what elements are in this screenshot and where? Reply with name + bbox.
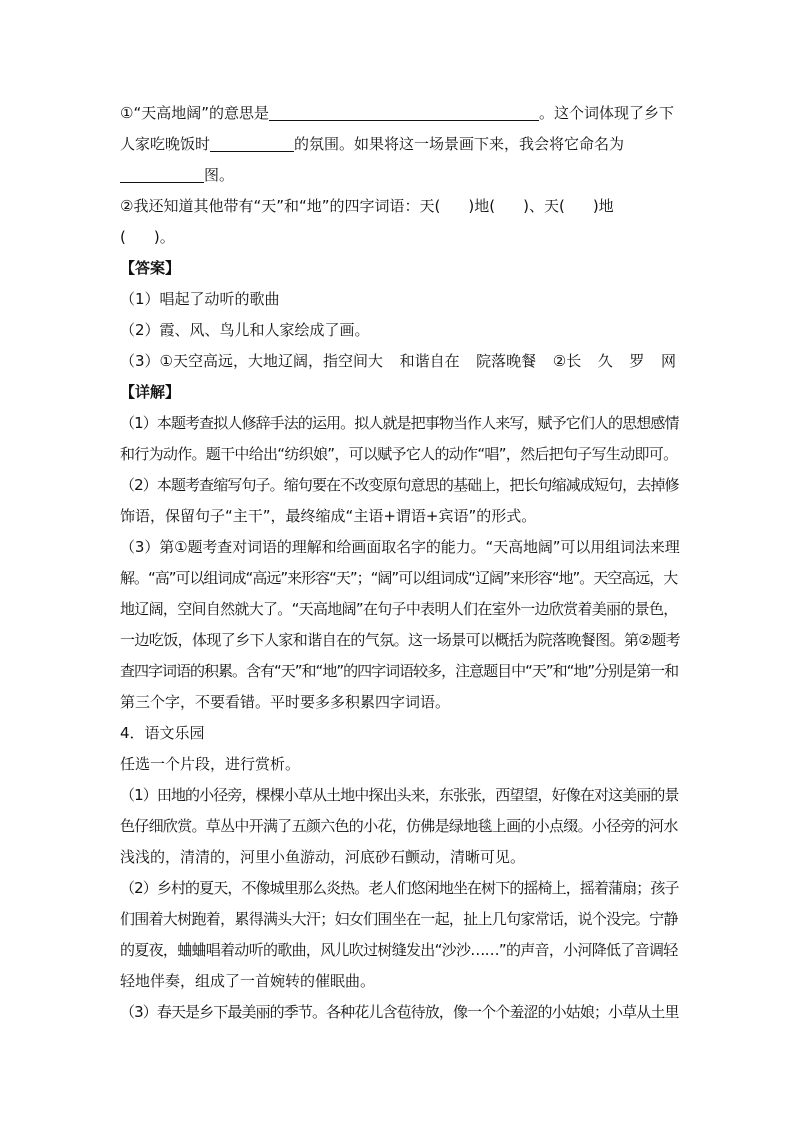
- explain-line: 一边吃饭，体现了乡下人家和谐自在的气氛。这一场景可以概括为院落晚餐图。第②题考: [120, 631, 681, 649]
- text-segment: 的氛围。如果将这一场景画下来，我会将它命名为: [294, 135, 625, 153]
- answer-item: 网: [660, 352, 676, 370]
- answer-line-3: [120, 351, 676, 371]
- section-title: 4．语文乐园: [120, 724, 205, 742]
- text-segment: )地: [592, 197, 614, 215]
- text-segment: 图。: [204, 166, 235, 184]
- passage-line: 浅浅的，清清的，河里小鱼游动，河底砂石颤动，清晰可见。: [120, 848, 526, 866]
- answer-item: 和谐自在: [399, 352, 460, 370]
- explain-line: 第三个字，不要看错。平时要多多积累四字词语。: [120, 693, 451, 711]
- answer-heading: 【答案】: [120, 259, 181, 277]
- explain-line: （3）第①题考查对词语的理解和给画面取名字的能力。“天高地阔”可以用组词法来理: [120, 538, 680, 556]
- passage-line: 的夏夜，蛐蛐唱着动听的歌曲，风儿吹过树缝发出“沙沙……”的声音，小河降低了音调轻: [120, 941, 678, 959]
- passage-line: （1）田地的小径旁，棵棵小草从土地中探出头来，东张张，西望望，好像在对这美丽的景: [120, 786, 679, 804]
- fill-blank-line-3: [120, 165, 680, 185]
- answer-line-1: （1）唱起了动听的歌曲: [120, 290, 280, 308]
- text-segment: )地(: [468, 197, 496, 215]
- fill-blank-line-5: [120, 227, 680, 247]
- explain-line: 和行为动作。题干中给出“纺织娘”，可以赋予它人的动作“唱”，然后把句子写生动即可。: [120, 445, 678, 463]
- text-segment: ②我还知道其他带有“天”和“地”的四字词语：天(: [120, 197, 441, 215]
- explain-line: 地辽阔，空间自然就大了。“天高地阔”在句子中表明人们在室外一边欣赏着美丽的景色，: [120, 600, 678, 618]
- explain-line: （1）本题考查拟人修辞手法的运用。拟人就是把事物当作人来写，赋予它们人的思想感情: [120, 414, 679, 432]
- explain-line: 查四字词语的积累。含有“天”和“地”的四字词语较多，注意题目中“天”和“地”分别是第一和: [120, 662, 679, 680]
- passage-line: （3）春天是乡下最美丽的季节。各种花儿含苞待放，像一个个羞涩的小姑娘；小草从土里: [120, 1003, 679, 1021]
- explain-line: 解。“高”可以组词成“高远”来形容“天”；“阔”可以组词成“辽阔”来形容“地”。天空高远，大: [120, 569, 678, 587]
- text-segment: 人家吃晚饭时: [120, 135, 211, 153]
- passage-line: 色仔细欣赏。草丛中开满了五颜六色的小花，仿佛是绿地毯上画的小点缀。小径旁的河水: [120, 817, 678, 835]
- text-segment: 。这个词体现了乡下: [539, 104, 675, 122]
- answer-blank: [269, 105, 539, 121]
- fill-blank-line-1: [120, 103, 680, 123]
- explain-heading: 【详解】: [120, 383, 181, 401]
- answer-item: 院落晚餐: [476, 352, 537, 370]
- text-segment: ①“天高地阔”的意思是: [120, 104, 269, 122]
- text-segment: )。: [153, 228, 175, 246]
- passage-line: （2）乡村的夏天，不像城里那么炎热。老人们悠闲地坐在树下的摇椅上，摇着蒲扇；孩子: [120, 879, 679, 897]
- text-segment: (: [120, 228, 126, 246]
- fill-blank-line-4: [120, 196, 680, 216]
- explain-line: （2）本题考查缩写句子。缩句要在不改变原句意思的基础上，把长句缩减成短句，去掉修: [120, 476, 679, 494]
- passage-line: 轻地伴奏，组成了一首婉转的催眠曲。: [120, 972, 376, 990]
- passage-line: 们围着大树跑着，累得满头大汗；妇女们围坐在一起，扯上几句家常话，说个没完。宁静: [120, 910, 678, 928]
- answer-item: 久: [597, 352, 613, 370]
- explain-line: 饰语，保留句子“主干”，最终缩成“主语+谓语+宾语”的形式。: [120, 507, 537, 525]
- answer-blank: [120, 167, 204, 183]
- answer-line-2: （2）霞、风、鸟儿和人家绘成了画。: [120, 321, 370, 339]
- text-segment: )、天(: [523, 197, 565, 215]
- answer-item: ②长: [552, 352, 582, 370]
- answer-blank: [210, 136, 294, 152]
- answer-item: 罗: [629, 352, 645, 370]
- fill-blank-line-2: [120, 134, 680, 154]
- answer-item: （3）①天空高远，大地辽阔，指空间大: [120, 352, 383, 370]
- section-intro: 任选一个片段，进行赏析。: [120, 755, 301, 773]
